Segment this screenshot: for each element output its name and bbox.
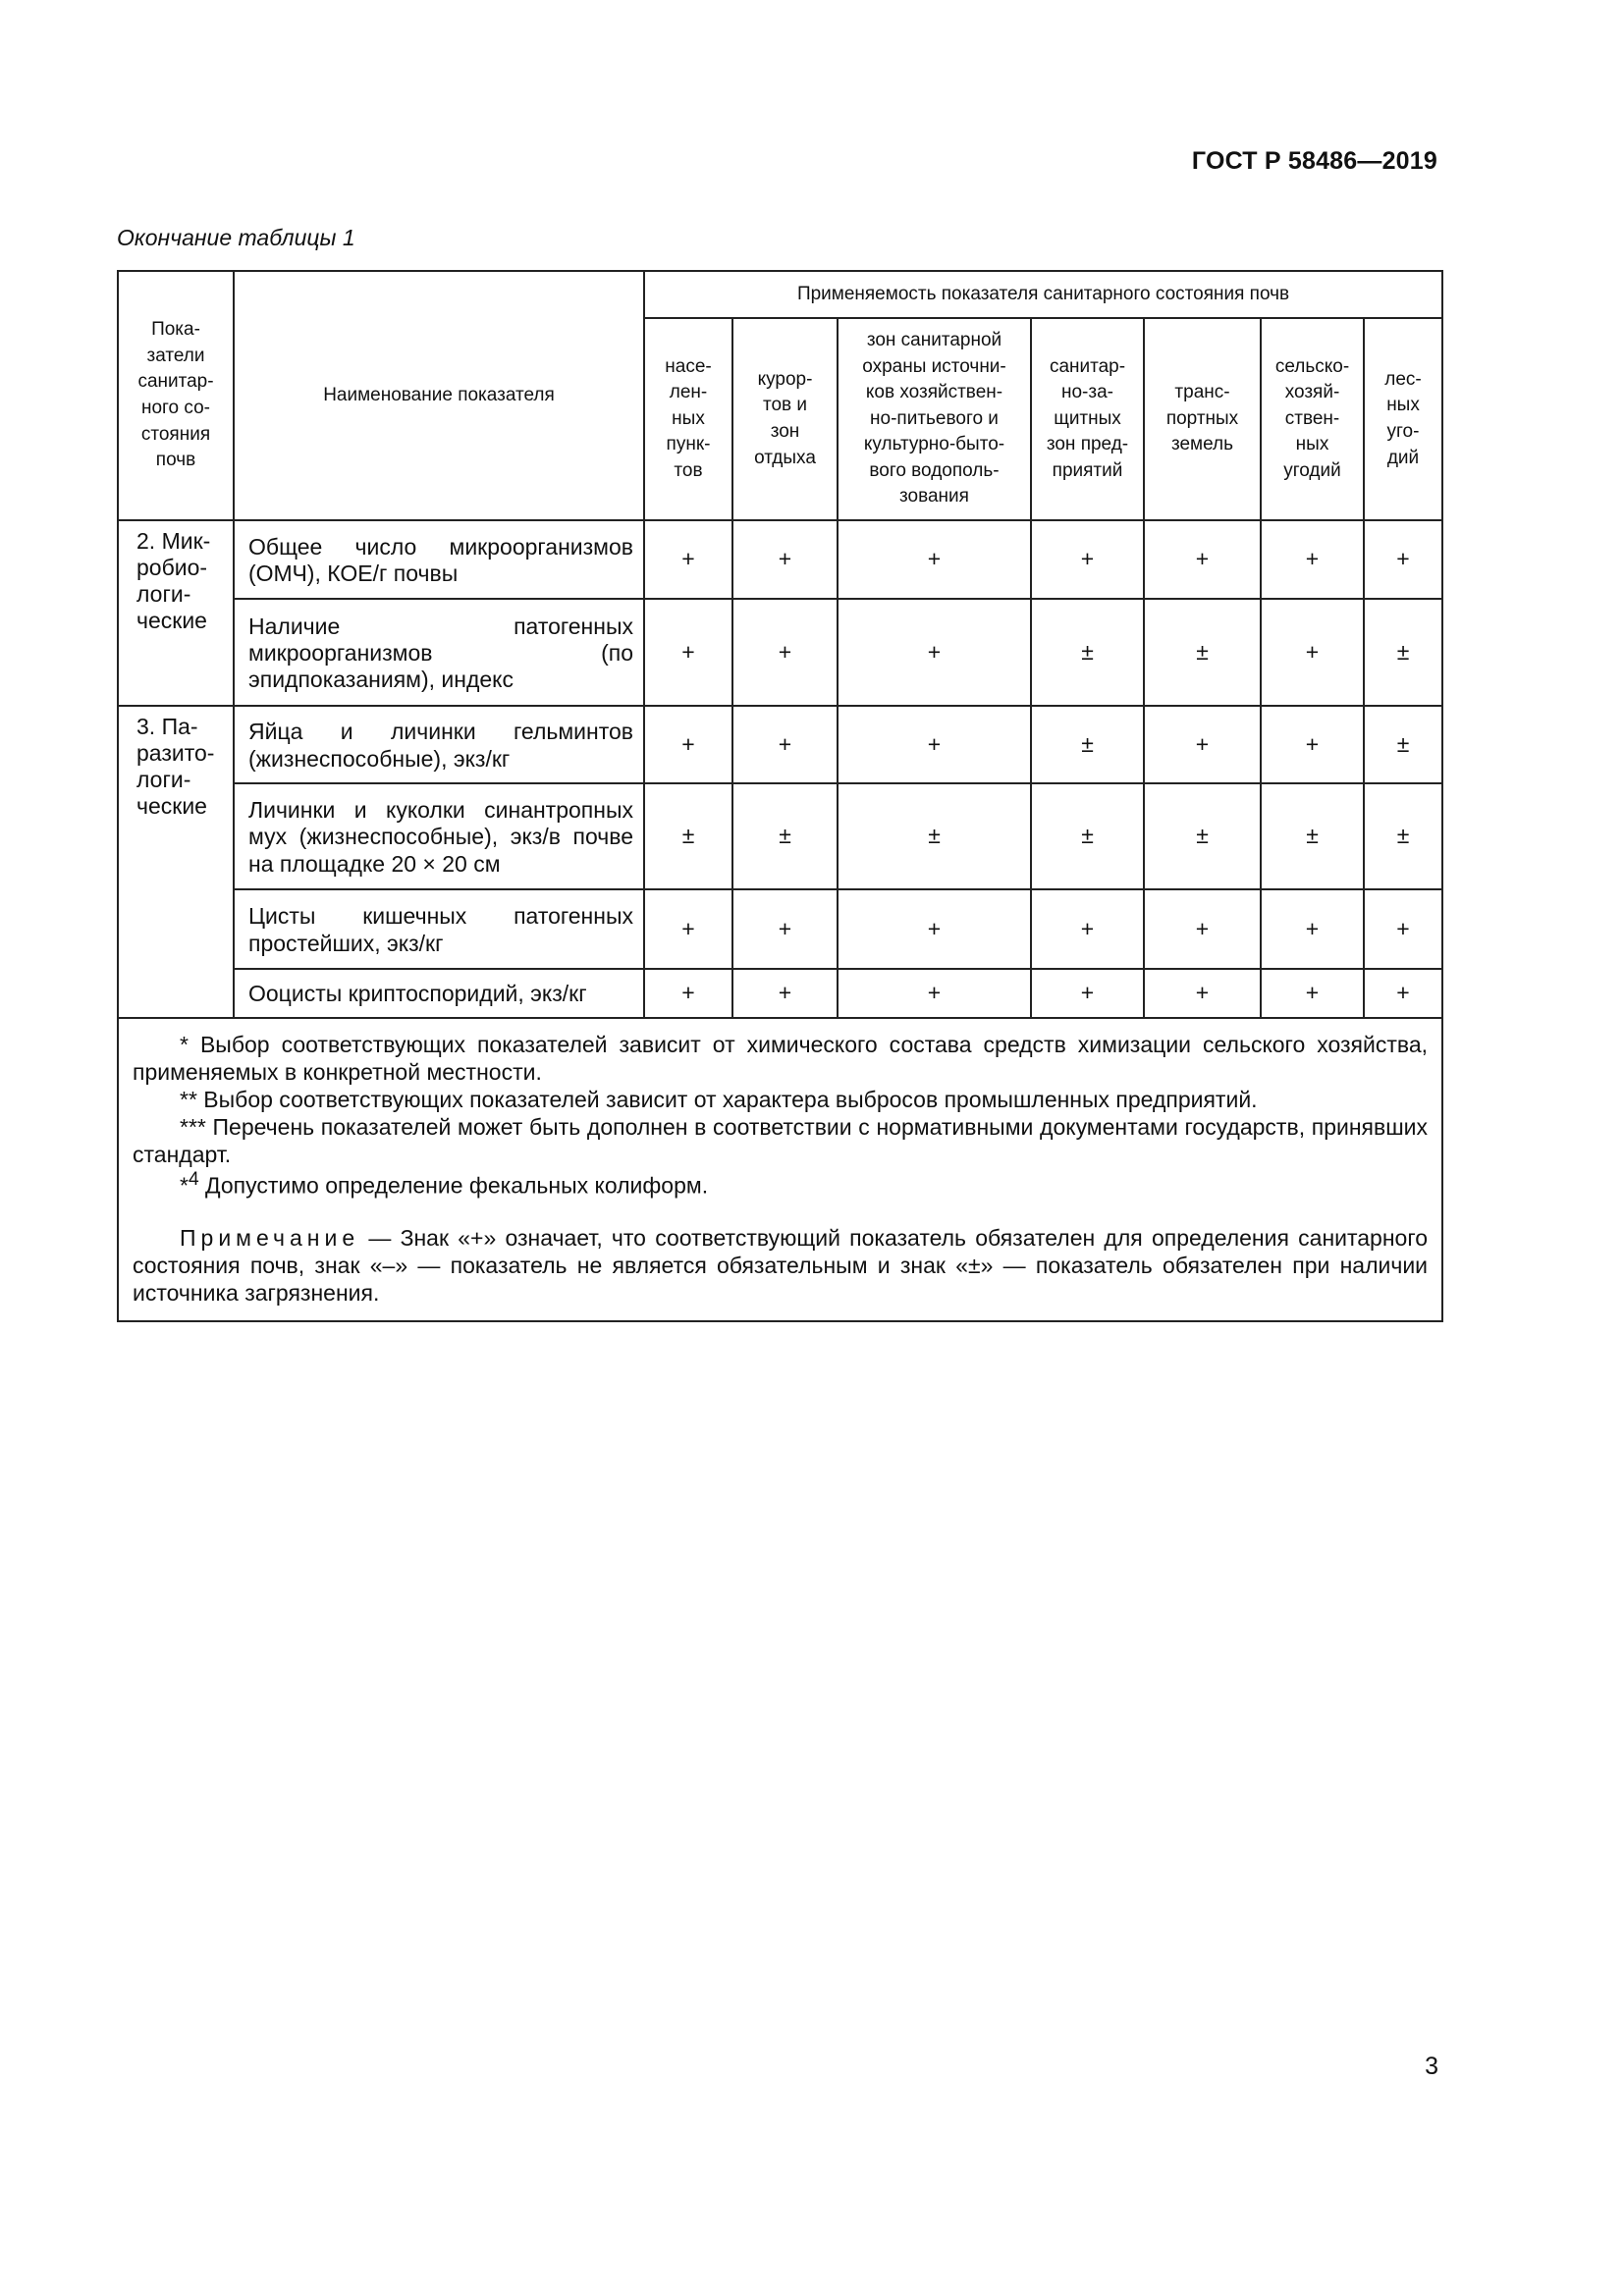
footnote xyxy=(133,1168,1428,1200)
mark-cell: + xyxy=(1364,520,1442,599)
table-row xyxy=(118,969,1442,1018)
mark-cell: + xyxy=(732,706,838,783)
indicator-name: Яйца и личинки гельминтов (жизнеспособные), экз/кг xyxy=(234,706,644,783)
mark-cell: + xyxy=(1364,969,1442,1018)
mark-cell: + xyxy=(644,706,732,783)
group-line: логи- xyxy=(136,767,191,793)
sub-header-line: хозяй- xyxy=(1284,382,1340,403)
mark-cell: + xyxy=(1261,520,1364,599)
group-line: 3. Па- xyxy=(136,714,198,739)
group-line: ческие xyxy=(136,793,207,820)
sub-header-line: сельско- xyxy=(1274,355,1350,377)
mark-cell: + xyxy=(1144,969,1261,1018)
mark-cell: ± xyxy=(1364,783,1442,889)
mark-cell: + xyxy=(1031,889,1144,969)
sub-header-line: зон пред- xyxy=(1046,434,1129,455)
col-group-line: затели xyxy=(146,345,205,366)
sub-header-line: лес- xyxy=(1384,368,1422,390)
sub-header-protection-zones xyxy=(1031,318,1144,520)
sub-header-line: но-питьевого и xyxy=(870,407,999,429)
mark-cell: ± xyxy=(1261,783,1364,889)
group-line: разито- xyxy=(136,740,215,767)
mark-cell: + xyxy=(838,520,1031,599)
mark-cell: + xyxy=(1261,599,1364,706)
table-row xyxy=(118,599,1442,706)
footnote: *** Перечень показателей может быть дополнен в соответствии с нормативными документами государств, принявших стандарт. xyxy=(133,1114,1429,1168)
col-name-header: Наименование показателя xyxy=(234,271,644,520)
mark-cell: + xyxy=(1031,969,1144,1018)
mark-cell: + xyxy=(838,706,1031,783)
sub-header-line: курор- xyxy=(757,368,813,390)
mark-cell: ± xyxy=(1364,599,1442,706)
col-group-header xyxy=(118,271,234,520)
mark-cell: + xyxy=(838,599,1031,706)
page-number: 3 xyxy=(1425,2053,1438,2080)
sub-header-line: дий xyxy=(1386,447,1420,468)
note xyxy=(133,1224,1428,1307)
applicability-header: Применяемость показателя санитарного состояния почв xyxy=(644,271,1442,318)
table-notes xyxy=(118,1018,1442,1321)
group-line: 2. Мик- xyxy=(136,528,211,554)
col-group-line: ного со- xyxy=(140,398,211,418)
col-group-line: стояния xyxy=(140,423,211,445)
mark-cell: ± xyxy=(1031,783,1144,889)
mark-cell: ± xyxy=(732,783,838,889)
sub-header-line: культурно-быто- xyxy=(863,434,1005,455)
sub-header-line: земель xyxy=(1170,434,1234,455)
indicator-name: Личинки и куколки синантропных мух (жизнеспособные), экз/в почве на площадке 20 × 20 см xyxy=(234,783,644,889)
sub-header-line: зон санитарной xyxy=(866,329,1002,350)
mark-cell: ± xyxy=(1031,706,1144,783)
mark-cell: + xyxy=(838,889,1031,969)
col-group-line: почв xyxy=(155,450,196,471)
mark-cell: + xyxy=(644,520,732,599)
mark-cell: + xyxy=(1144,706,1261,783)
sub-header-settlements xyxy=(644,318,732,520)
mark-cell: ± xyxy=(1364,706,1442,783)
footnote-sup: 4 xyxy=(188,1169,199,1191)
sub-header-line: отдыха xyxy=(754,447,816,468)
document-code: ГОСТ Р 58486—2019 xyxy=(1191,147,1437,175)
mark-cell: + xyxy=(732,520,838,599)
mark-cell: + xyxy=(838,969,1031,1018)
mark-cell: ± xyxy=(1144,599,1261,706)
sub-header-line: портных xyxy=(1165,407,1239,429)
footnote-text: Допустимо определение фекальных колиформ. xyxy=(198,1172,709,1199)
table-row xyxy=(118,783,1442,889)
mark-cell: + xyxy=(644,889,732,969)
sub-header-line: ных xyxy=(1386,395,1420,416)
note-label: Примечание xyxy=(180,1224,360,1251)
sub-header-line: ных xyxy=(672,407,705,429)
sub-header-water-zones xyxy=(838,318,1031,520)
indicator-name: Ооцисты криптоспоридий, экз/кг xyxy=(234,969,644,1018)
col-group-line: Пока- xyxy=(151,319,200,341)
mark-cell: ± xyxy=(1031,599,1144,706)
sub-header-line: приятий xyxy=(1052,459,1123,481)
sub-header-line: уго- xyxy=(1386,421,1420,442)
sub-header-line: насе- xyxy=(665,355,712,377)
mark-cell: + xyxy=(1364,889,1442,969)
sub-header-line: тов xyxy=(674,459,703,481)
note-text: — Знак «+» означает, что соответствующий показатель обязателен для определения санитарного состояния почв, знак «–» — показатель не является обязательным и знак «±» — показатель обязателен при наличии источника загрязнения. xyxy=(133,1224,1429,1307)
applicability-table xyxy=(117,270,1443,1322)
mark-cell: + xyxy=(1261,969,1364,1018)
mark-cell: + xyxy=(1031,520,1144,599)
mark-cell: ± xyxy=(838,783,1031,889)
sub-header-line: ствен- xyxy=(1284,407,1340,429)
indicator-name: Наличие патогенных микроорганизмов (по эпидпоказаниям), индекс xyxy=(234,599,644,706)
mark-cell: + xyxy=(1261,706,1364,783)
group-line: ческие xyxy=(136,608,207,634)
sub-header-line: ных xyxy=(1295,434,1329,455)
group-line: робио- xyxy=(136,555,208,581)
mark-cell: + xyxy=(644,969,732,1018)
sub-header-line: зон xyxy=(770,421,800,442)
footnote: * Выбор соответствующих показателей зависит от химического состава средств химизации сельского хозяйства, применяемых в конкретной местности. xyxy=(133,1032,1429,1086)
mark-cell: + xyxy=(1144,889,1261,969)
mark-cell: ± xyxy=(644,783,732,889)
sub-header-line: щитных xyxy=(1054,407,1121,429)
sub-header-line: санитар- xyxy=(1049,355,1126,377)
sub-header-line: вого водополь- xyxy=(869,459,1000,481)
sub-header-line: тов и xyxy=(762,395,808,416)
col-group-line: санитар- xyxy=(137,371,214,393)
table-row xyxy=(118,706,1442,783)
mark-cell: + xyxy=(732,889,838,969)
mark-cell: + xyxy=(732,599,838,706)
sub-header-line: но-за- xyxy=(1061,382,1113,403)
sub-header-line: пунк- xyxy=(666,434,711,455)
footnote-mark: * xyxy=(180,1172,189,1199)
group-label-microbiological xyxy=(118,520,234,706)
group-label-parasitological xyxy=(118,706,234,1018)
sub-header-forest xyxy=(1364,318,1442,520)
footnote: ** Выбор соответствующих показателей зависит от характера выбросов промышленных предприятий. xyxy=(180,1087,1258,1113)
sub-header-resorts xyxy=(732,318,838,520)
sub-header-agricultural xyxy=(1261,318,1364,520)
sub-header-line: транс- xyxy=(1174,382,1230,403)
group-line: логи- xyxy=(136,581,191,608)
sub-header-line: угодий xyxy=(1283,459,1341,481)
sub-header-line: лен- xyxy=(669,382,708,403)
mark-cell: + xyxy=(644,599,732,706)
mark-cell: + xyxy=(1261,889,1364,969)
sub-header-line: ков хозяйствен- xyxy=(865,382,1003,403)
table-row xyxy=(118,889,1442,969)
indicator-name: Цисты кишечных патогенных простейших, экз/кг xyxy=(234,889,644,969)
sub-header-line: охраны источни- xyxy=(862,355,1006,377)
mark-cell: ± xyxy=(1144,783,1261,889)
indicator-name: Общее число микроорганизмов (ОМЧ), КОЕ/г почвы xyxy=(234,520,644,599)
mark-cell: + xyxy=(732,969,838,1018)
mark-cell: + xyxy=(1144,520,1261,599)
sub-header-transport xyxy=(1144,318,1261,520)
sub-header-line: зования xyxy=(899,486,969,507)
table-caption: Окончание таблицы 1 xyxy=(117,225,355,250)
table-row xyxy=(118,520,1442,599)
